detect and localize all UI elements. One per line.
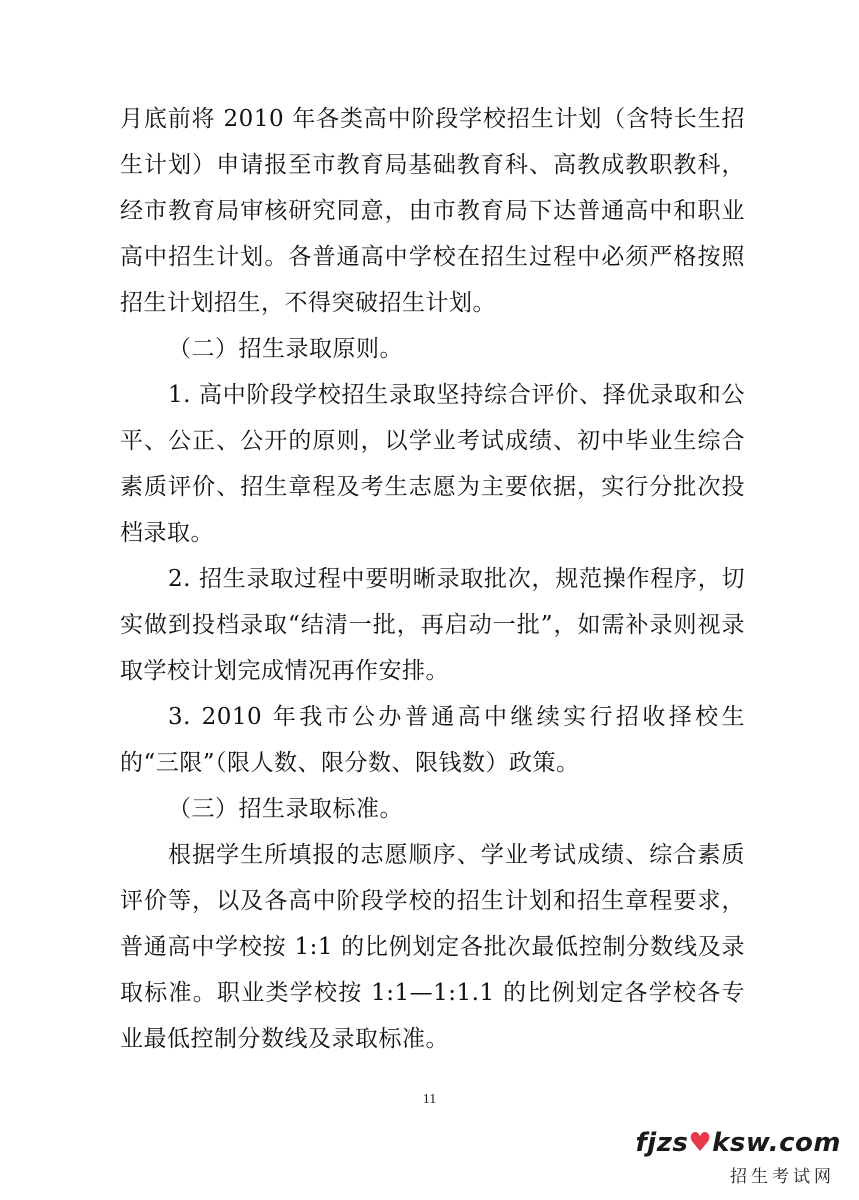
paragraph-continued: 月底前将 2010 年各类高中阶段学校招生计划（含特长生招生计划）申请报至市教育局基础教育科、高教成教职教科，经市教育局审核研究同意，由市教育局下达普通高中和职业高中招生计划。各普通高中学校在招生过程中必须严格按照招生计划招生，不得突破招生计划。 <box>120 106 745 316</box>
watermark-site-name: 招生考试网 <box>730 1167 835 1187</box>
paragraph-principle-3: 3. 2010 年我市公办普通高中继续实行招收择校生的“三限”（限人数、限分数、限钱数）政策。 <box>120 704 745 776</box>
watermark-url <box>635 1128 841 1158</box>
paragraph-principle-2: 2. 招生录取过程中要明晰录取批次，规范操作程序，切实做到投档录取“结清一批，再启动一批”，如需补录则视录取学校计划完成情况再作安排。 <box>120 566 745 684</box>
watermark-url-suffix: ksw.com <box>712 1128 841 1158</box>
site-watermark <box>635 1128 841 1188</box>
paragraph-principle-1: 1. 高中阶段学校招生录取坚持综合评价、择优录取和公平、公正、公开的原则，以学业考试成绩、初中毕业生综合素质评价、招生章程及考生志愿为主要依据，实行分批次投档录取。 <box>120 382 745 546</box>
page-number: 11 <box>422 1092 437 1107</box>
heart-icon: ♥ <box>688 1128 713 1158</box>
document-body <box>120 96 745 1062</box>
watermark-url-prefix: fjzs <box>635 1128 689 1158</box>
paragraph-standards: 根据学生所填报的志愿顺序、学业考试成绩、综合素质评价等，以及各高中阶段学校的招生计划和招生章程要求，普通高中学校按 1:1 的比例划定各批次最低控制分数线及录取标准。职业类学校按 1:1—1:1.1 的比例划定各学校各专业最低控制分数线及录取标准。 <box>120 842 745 1052</box>
section-heading-admission-principles: （二）招生录取原则。 <box>168 336 403 362</box>
section-heading-admission-standards: （三）招生录取标准。 <box>168 796 403 822</box>
